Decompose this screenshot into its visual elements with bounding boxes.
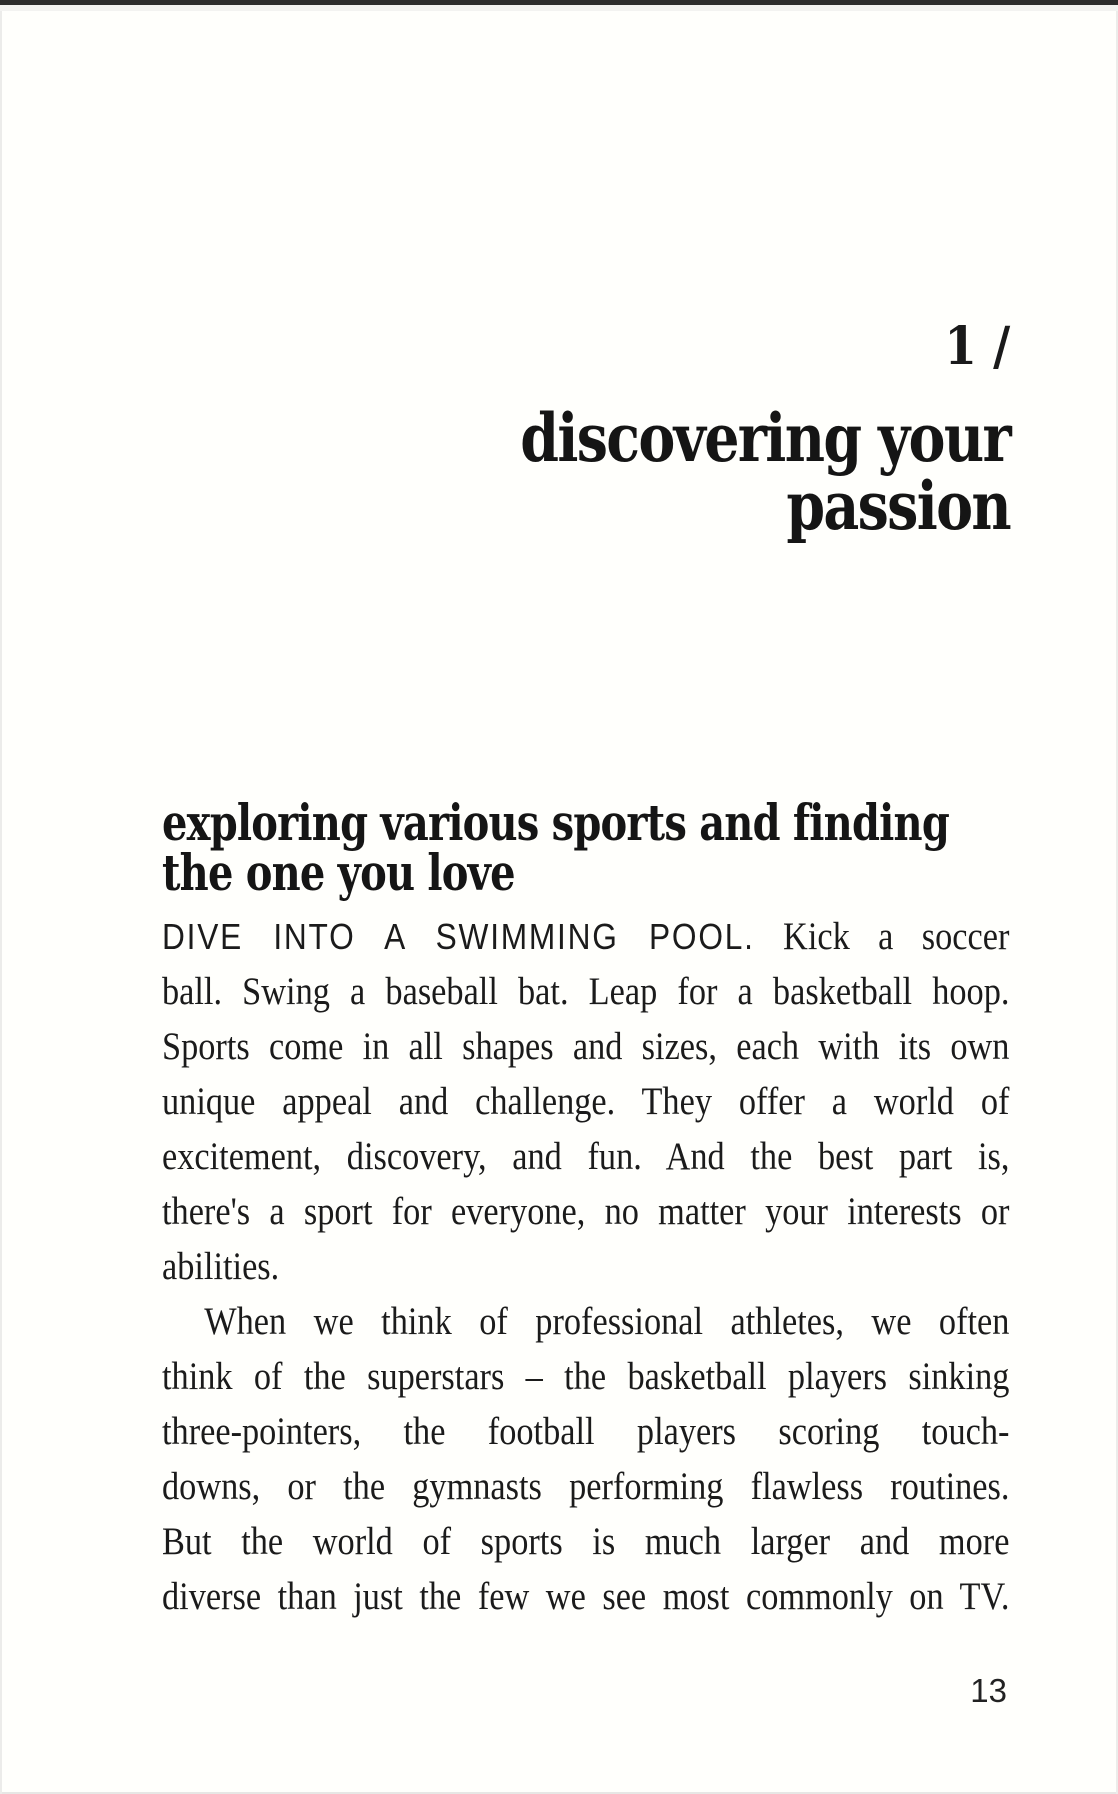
body-line: unique appeal and challenge. They offer a world of — [162, 1080, 1010, 1123]
body-line: Sports come in all shapes and sizes, each with its own — [162, 1025, 1010, 1068]
body-line: abilities. — [162, 1245, 280, 1288]
page-number: 13 — [970, 1672, 1007, 1709]
title-line: passion — [786, 467, 1010, 545]
chapter-number: 1 / — [944, 316, 1010, 377]
page-top-shadow — [0, 5, 1118, 11]
paragraph — [162, 1294, 1009, 1624]
body-line: diverse than just the few we see most commonly on TV. — [162, 1575, 1010, 1618]
title-line: discovering your — [520, 399, 1010, 477]
body-line: But the world of sports is much larger and more — [162, 1520, 1010, 1563]
body-line: think of the superstars – the basketball players sinking — [162, 1355, 1010, 1398]
body-line: there's a sport for everyone, no matter your interests or — [162, 1190, 1010, 1233]
body-line: excitement, discovery, and fun. And the best part is, — [162, 1135, 1010, 1178]
heading-line: exploring various sports and finding — [162, 793, 949, 852]
body-line: downs, or the gymnasts performing flawless routines. — [162, 1465, 1010, 1508]
chapter-title — [520, 399, 1010, 545]
body-line: ball. Swing a baseball bat. Leap for a basketball hoop. — [162, 970, 1010, 1013]
paragraph — [162, 909, 1009, 1294]
body-line: three-pointers, the football players scoring touch- — [162, 1410, 1010, 1453]
body-line-text: Kick a soccer — [754, 915, 1010, 958]
body-text — [162, 909, 1009, 1624]
lead-in-caps: DIVE INTO A SWIMMING POOL. — [162, 916, 755, 957]
section-heading — [162, 793, 949, 902]
body-line: When we think of professional athletes, we often — [204, 1300, 1010, 1343]
heading-line: the one you love — [162, 843, 515, 902]
body-line — [162, 909, 1009, 964]
